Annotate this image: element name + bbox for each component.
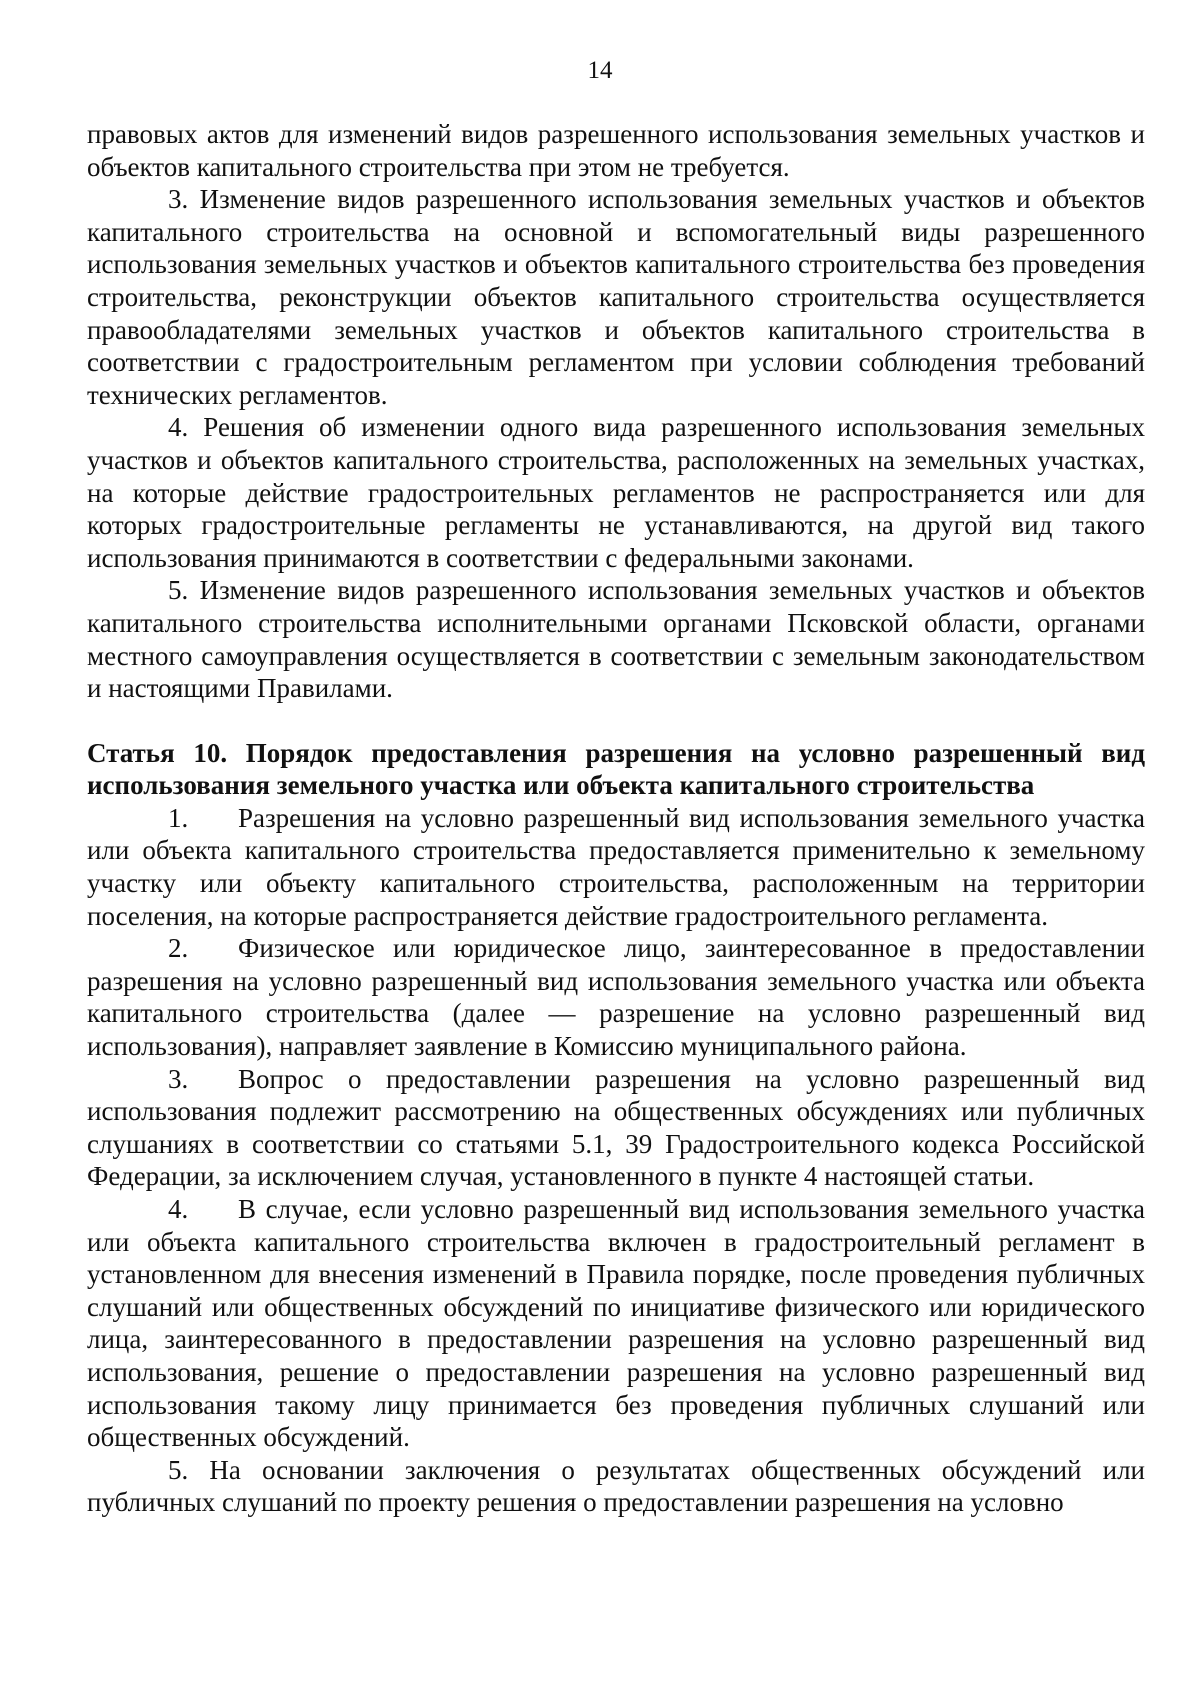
item-text: Вопрос о предоставлении разрешения на условно разрешенный вид использования подлежит рассмотрению на общественных обсуждениях или публичных слушаниях в соответствии со статьями 5.1, 39 Градостроительного кодекса Российской Федерации, за исключением случая, установленного в пункте 4 настоящей статьи.	[87, 1063, 1145, 1192]
item-text: Решения об изменении одного вида разрешенного использования земельных участков и объектов капитального строительства, расположенных на земельных участках, на которые действие градостроительных регламентов не распространяется или для которых градостроительные регламенты не устанавливаются, на другой вид такого использования принимаются в соответствии с федеральными законами.	[87, 412, 1146, 573]
paragraph-continuation: правовых актов для изменений видов разрешенного использования земельных участков и объектов капитального строительства при этом не требуется.	[87, 119, 1145, 182]
page-number: 14	[587, 57, 613, 84]
paragraph-item-4	[87, 411, 1145, 574]
item-number: 3.	[168, 1063, 189, 1094]
item-number: 1.	[168, 802, 189, 833]
item-number: 3.	[168, 184, 189, 215]
item-text: Изменение видов разрешенного использования земельных участков и объектов капитального строительства исполнительными органами Псковской области, органами местного самоуправления осуществляется в соответствии с земельным законодательством и настоящими Правилами.	[87, 575, 1145, 704]
article-item-4	[87, 1193, 1145, 1454]
paragraph-item-3	[87, 183, 1145, 411]
item-number: 4.	[168, 412, 189, 443]
article-item-2	[87, 932, 1145, 1062]
item-text: Разрешения на условно разрешенный вид использования земельного участка или объекта капитального строительства предоставляется применительно к земельному участку или объекту капитального строительства, расположенным на территории поселения, на которые распространяется действие градостроительного регламента.	[87, 802, 1145, 931]
item-text: Физическое или юридическое лицо, заинтересованное в предоставлении разрешения на условно разрешенный вид использования земельного участка или объекта капитального строительства (далее — разрешение на условно разрешенный вид использования), направляет заявление в Комиссию муниципального района.	[87, 933, 1145, 1062]
article-item-1	[87, 802, 1145, 932]
article-item-3	[87, 1063, 1145, 1193]
document-body	[87, 118, 1145, 1519]
item-text: На основании заключения о результатах общественных обсуждений или публичных слушаний по проекту решения о предоставлении разрешения на условно	[87, 1454, 1145, 1518]
item-text: В случае, если условно разрешенный вид использования земельного участка или объекта капитального строительства включен в градостроительный регламент в установленном для внесения изменений в Правила порядке, после проведения публичных слушаний или общественных обсуждений по инициативе физического или юридического лица, заинтересованного в предоставлении разрешения на условно разрешенный вид использования, решение о предоставлении разрешения на условно разрешенный вид использования такому лицу принимается без проведения публичных слушаний или общественных обсуждений.	[87, 1194, 1145, 1453]
item-number: 2.	[168, 933, 189, 964]
article-heading: Статья 10. Порядок предоставления разрешения на условно разрешенный вид использования земельного участка или объекта капитального строительства	[87, 737, 1145, 801]
item-number: 5.	[168, 1454, 189, 1485]
article-item-5	[87, 1454, 1145, 1519]
item-number: 5.	[168, 575, 189, 606]
paragraph-item-5	[87, 574, 1145, 704]
item-text: Изменение видов разрешенного использования земельных участков и объектов капитального строительства на основной и вспомогательный виды разрешенного использования земельных участков и объектов капитального строительства без проведения строительства, реконструкции объектов капитального строительства осуществляется правообладателями земельных участков и объектов капитального строительства в соответствии с градостроительным регламентом при условии соблюдения требований технических регламентов.	[87, 184, 1145, 410]
item-number: 4.	[168, 1194, 189, 1224]
